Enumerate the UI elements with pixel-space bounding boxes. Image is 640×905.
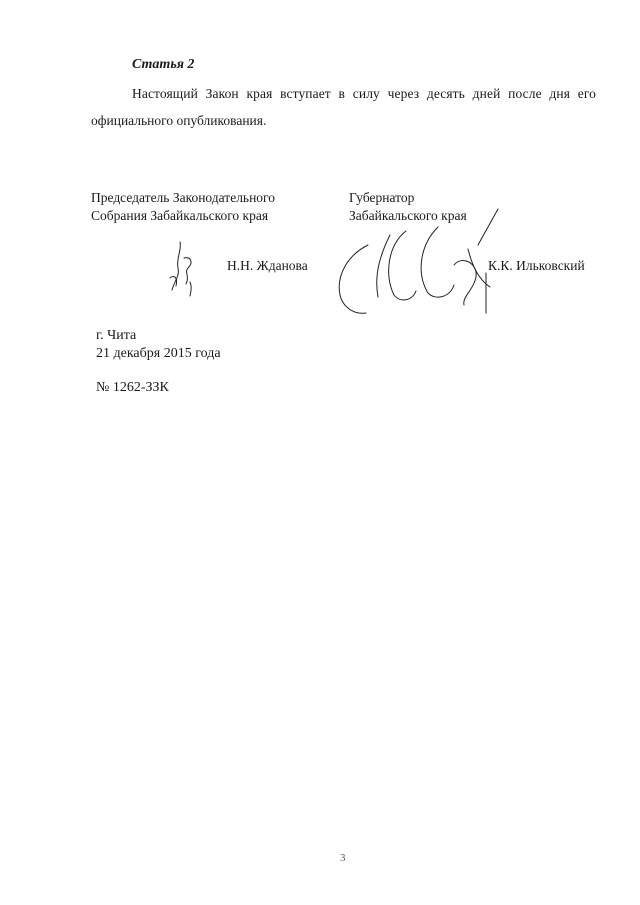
law-number: № 1262-ЗЗК (96, 380, 169, 395)
article-text-line-1: Настоящий Закон края вступает в силу через десять дней после дня его (132, 86, 596, 101)
governor-signature-stroke-2 (377, 235, 390, 297)
chair-signature (160, 238, 210, 300)
governor-signature-stroke-7 (478, 209, 498, 245)
city: г. Чита (96, 328, 137, 343)
place-date-block (96, 327, 221, 363)
governor-signature-stroke-4 (421, 227, 454, 297)
article-text-line-2: официального опубликования. (91, 113, 267, 128)
chair-title-line-1: Председатель Законодательного (91, 190, 276, 205)
chair-title-block (91, 189, 275, 225)
page-number: 3 (340, 852, 346, 864)
chair-signature-stroke-2 (184, 258, 191, 284)
governor-signature-stroke-5 (454, 261, 476, 305)
chair-signature-stroke-4 (190, 282, 191, 296)
chair-title-line-2: Собрания Забайкальского края (91, 208, 269, 223)
article-title: Статья 2 (132, 57, 195, 72)
chair-name: Н.Н. Жданова (227, 258, 308, 273)
governor-signature-stroke-3 (389, 231, 416, 300)
governor-signature-stroke-1 (339, 245, 368, 313)
governor-title-line-1: Губернатор (349, 190, 415, 205)
governor-signature-stroke-6 (468, 249, 490, 287)
governor-name: К.К. Ильковский (488, 258, 585, 273)
governor-title-line-2: Забайкальского края (349, 208, 467, 223)
date: 21 декабря 2015 года (96, 346, 221, 361)
governor-signature (328, 205, 508, 320)
